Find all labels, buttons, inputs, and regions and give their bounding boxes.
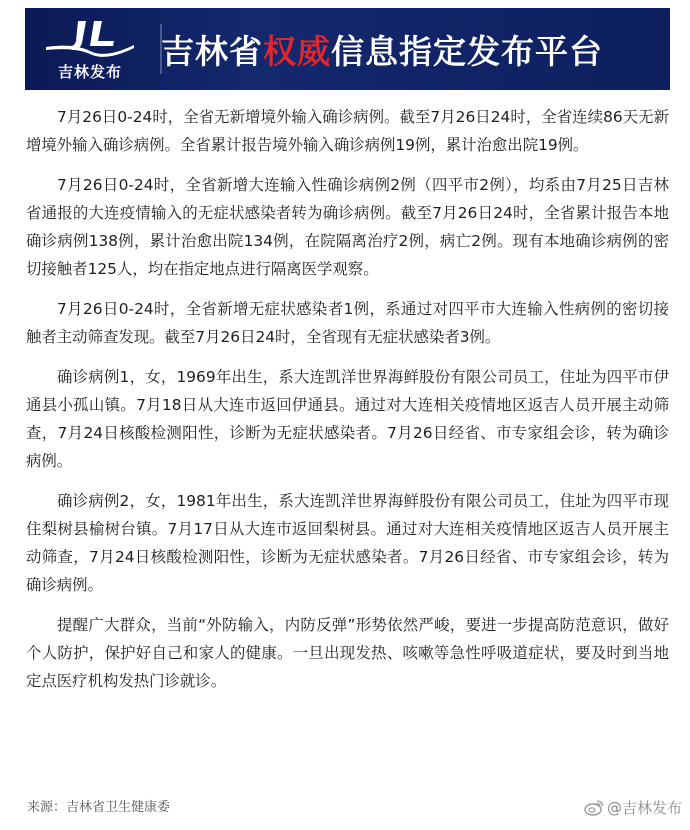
article-body xyxy=(26,103,669,707)
banner-title-prefix: 吉林省 xyxy=(161,31,263,71)
paragraph-reminder: 提醒广大群众，当前“外防输入，内防反弹”形势依然严峻，要进一步提高防范意识，做好个人防护，保护好自己和家人的健康。一旦出现发热、咳嗽等急性呼吸道症状，要及时到当地定点医疗机构发热门诊就诊。 xyxy=(26,616,669,690)
jilin-fabu-logo-icon xyxy=(44,17,136,59)
paragraph-new-confirmed: 7月26日0-24时，全省新增大连输入性确诊病例2例（四平市2例），均系由7月25日吉林省通报的大连疫情输入的无症状感染者转为确诊病例。截至7月26日24时，全省累计报告本地确诊病例138例，累计治愈出院134例，在院隔离治疗2例，病亡2例。现有本地确诊病例的密切接触者125人，均在指定地点进行隔离医学观察。 xyxy=(26,176,669,278)
paragraph-asymptomatic: 7月26日0-24时，全省新增无症状感染者1例，系通过对四平市大连输入性病例的密切接触者主动筛查发现。截至7月26日24时，全省现有无症状感染者3例。 xyxy=(26,300,669,346)
weibo-watermark xyxy=(584,797,682,818)
banner-divider xyxy=(160,24,162,74)
paragraph-case-2: 确诊病例2，女，1981年出生，系大连凯洋世界海鲜股份有限公司员工，住址为四平市现住梨树县榆树台镇。7月17日从大连市返回梨树县。通过对大连相关疫情地区返吉人员开展主动筛查，7月24日核酸检测阳性，诊断为无症状感染者。7月26日经省、市专家组会诊，转为确诊病例。 xyxy=(26,492,669,594)
weibo-icon xyxy=(584,799,604,816)
weibo-watermark-text: @吉林发布 xyxy=(606,799,682,817)
banner-title-highlight: 权威 xyxy=(263,31,331,71)
paragraph-case-1: 确诊病例1，女，1969年出生，系大连凯洋世界海鲜股份有限公司员工，住址为四平市伊通县小孤山镇。7月18日从大连市返回伊通县。通过对大连相关疫情地区返吉人员开展主动筛查，7月24日核酸检测阳性，诊断为无症状感染者。7月26日经省、市专家组会诊，转为确诊病例。 xyxy=(26,368,669,470)
logo-text: 吉林发布 xyxy=(57,62,122,81)
header-banner xyxy=(25,8,670,90)
source-note: 来源：吉林省卫生健康委 xyxy=(27,800,171,815)
jilin-fabu-logo xyxy=(25,8,155,90)
paragraph-overseas-cases: 7月26日0-24时，全省无新增境外输入确诊病例。截至7月26日24时，全省连续86天无新增境外输入确诊病例。全省累计报告境外输入确诊病例19例，累计治愈出院19例。 xyxy=(26,108,669,154)
banner-title xyxy=(161,26,603,73)
banner-title-suffix: 信息指定发布平台 xyxy=(331,31,603,71)
